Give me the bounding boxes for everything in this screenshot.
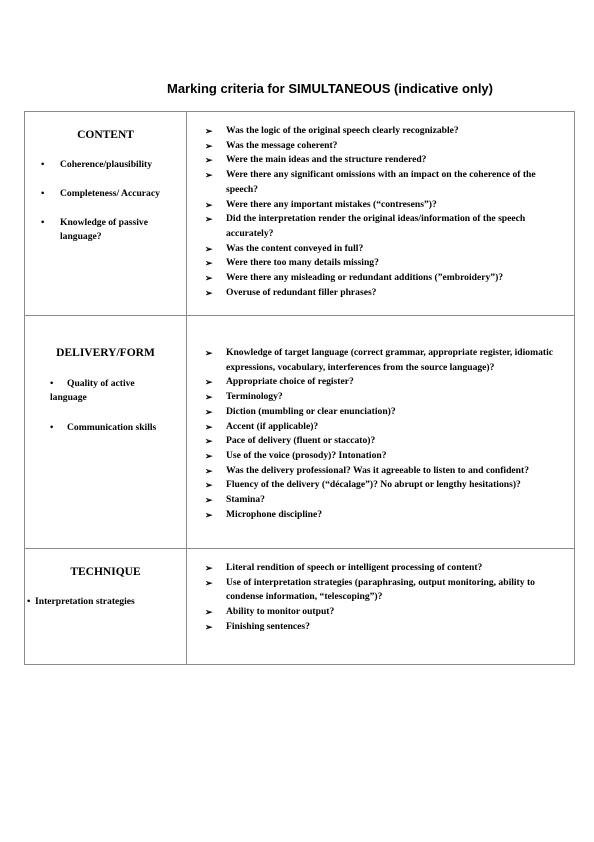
- criteria-row-content: [25, 112, 575, 316]
- page-title: Marking criteria for SIMULTANEOUS (indicative only): [166, 81, 493, 96]
- criteria-row-technique: [25, 549, 575, 665]
- question-item: ➢ Was the content conveyed in full?: [205, 242, 570, 257]
- category-heading: CONTENT: [77, 129, 134, 141]
- arrow-bullet-icon: ➢: [205, 126, 213, 136]
- category-cell-content: [25, 112, 187, 316]
- category-cell-technique: [25, 549, 187, 665]
- arrow-bullet-icon: ➢: [205, 214, 213, 225]
- question-item: ➢ Literal rendition of speech or intelligent processing of content?: [205, 561, 570, 576]
- question-item: ➢ Microphone discipline?: [205, 508, 570, 523]
- subcriteria-list: [25, 158, 186, 244]
- arrow-bullet-icon: ➢: [205, 287, 213, 298]
- criteria-table: [24, 111, 575, 665]
- arrow-bullet-icon: ➢: [205, 480, 213, 491]
- subcriteria-list: [25, 595, 186, 609]
- question-item: ➢ Accent (if applicable)?: [205, 420, 570, 435]
- bullet-icon: •: [50, 378, 54, 389]
- question-item: ➢ Knowledge of target language (correct grammar, appropriate register, idiomatic expressions, vocabulary, interferences from the source language)?: [205, 347, 554, 373]
- category-cell-delivery: [25, 316, 187, 549]
- questions-cell-content: [187, 112, 575, 316]
- arrow-bullet-icon: ➢: [205, 421, 213, 432]
- question-item: ➢ Were there any important mistakes (“contresens”)?: [205, 198, 570, 213]
- question-item: ➢ Finishing sentences?: [205, 620, 570, 635]
- arrow-bullet-icon: ➢: [205, 273, 213, 284]
- arrow-bullet-icon: ➢: [205, 392, 213, 403]
- arrow-bullet-icon: ➢: [205, 607, 213, 618]
- criteria-row-delivery: [25, 316, 575, 549]
- question-item: ➢ Pace of delivery (fluent or staccato)?: [205, 434, 570, 449]
- arrow-bullet-icon: ➢: [205, 495, 213, 506]
- question-list: [205, 124, 570, 300]
- arrow-bullet-icon: ➢: [205, 243, 213, 254]
- bullet-icon: •: [27, 596, 31, 607]
- bullet-icon: •: [41, 217, 45, 228]
- arrow-bullet-icon: ➢: [205, 465, 213, 476]
- question-item: ➢ Stamina?: [205, 493, 570, 508]
- arrow-bullet-icon: ➢: [205, 577, 213, 588]
- question-item: ➢ Did the interpretation render the original ideas/information of the speech accurately?: [205, 213, 526, 239]
- category-heading: DELIVERY/FORM: [56, 347, 155, 359]
- question-list: [205, 561, 570, 635]
- question-item: ➢ Overuse of redundant filler phrases?: [205, 286, 570, 301]
- subcriterion-item: • Quality of active language: [50, 378, 135, 403]
- question-item: ➢ Was the message coherent?: [205, 139, 570, 154]
- arrow-bullet-icon: ➢: [205, 377, 213, 388]
- arrow-bullet-icon: ➢: [205, 155, 213, 166]
- question-item: ➢ Were there any significant omissions with an impact on the coherence of the speech?: [205, 169, 536, 195]
- arrow-bullet-icon: ➢: [205, 406, 213, 417]
- question-item: ➢ Appropriate choice of register?: [205, 375, 570, 390]
- arrow-bullet-icon: ➢: [205, 621, 213, 632]
- question-item: ➢ Diction (mumbling or clear enunciation)?: [205, 405, 570, 420]
- bullet-icon: •: [41, 188, 45, 199]
- arrow-bullet-icon: ➢: [205, 509, 213, 520]
- question-item: ➢ Ability to monitor output?: [205, 605, 570, 620]
- arrow-bullet-icon: ➢: [205, 170, 213, 181]
- questions-cell-delivery: [187, 316, 575, 549]
- question-item: ➢ Fluency of the delivery (“décalage”)? No abrupt or lengthy hesitations)?: [205, 478, 570, 493]
- subcriterion-item: • Communication skills: [50, 422, 157, 433]
- subcriterion-item: • Completeness/ Accuracy: [41, 188, 160, 199]
- bullet-icon: •: [41, 159, 45, 170]
- question-item: ➢ Terminology?: [205, 390, 570, 405]
- subcriterion-item: • Knowledge of passive language?: [41, 217, 148, 242]
- arrow-bullet-icon: ➢: [205, 450, 213, 461]
- question-item: ➢ Use of interpretation strategies (paraphrasing, output monitoring, ability to condense information, “telescoping”)?: [205, 576, 535, 603]
- question-item: ➢ Was the logic of the original speech clearly recognizable?: [205, 124, 570, 139]
- question-item: ➢ Were there too many details missing?: [205, 256, 570, 271]
- arrow-bullet-icon: ➢: [205, 563, 213, 573]
- question-item: ➢ Use of the voice (prosody)? Intonation?: [205, 449, 570, 464]
- question-list: [205, 346, 570, 522]
- arrow-bullet-icon: ➢: [205, 140, 213, 151]
- question-item: ➢ Were there any misleading or redundant additions (”embroidery”)?: [205, 271, 570, 286]
- arrow-bullet-icon: ➢: [205, 348, 213, 358]
- question-item: ➢ Were the main ideas and the structure rendered?: [205, 153, 570, 168]
- category-heading: TECHNIQUE: [70, 566, 141, 578]
- bullet-icon: •: [50, 422, 54, 433]
- subcriteria-list: [25, 377, 186, 435]
- question-item: ➢ Was the delivery professional? Was it agreeable to listen to and confident?: [205, 464, 570, 479]
- arrow-bullet-icon: ➢: [205, 199, 213, 210]
- subcriterion-item: • Coherence/plausibility: [41, 159, 153, 170]
- questions-cell-technique: [187, 549, 575, 665]
- arrow-bullet-icon: ➢: [205, 436, 213, 447]
- arrow-bullet-icon: ➢: [205, 258, 213, 269]
- subcriterion-item: • Interpretation strategies: [27, 596, 135, 607]
